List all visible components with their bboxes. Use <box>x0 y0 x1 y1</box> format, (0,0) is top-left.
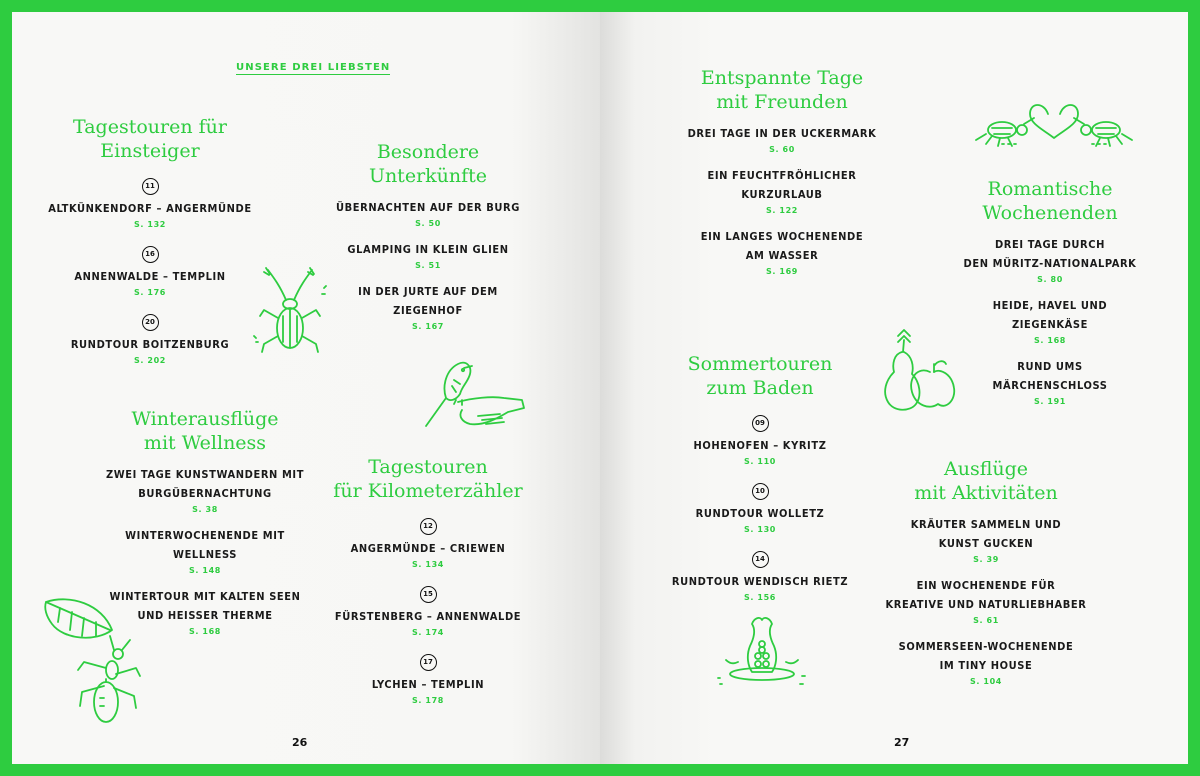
page-reference: S. 156 <box>744 593 776 602</box>
tour-entry <box>650 410 870 469</box>
tour-title-line: UND HEISSER THERME <box>137 609 273 622</box>
tour-entry <box>940 357 1160 409</box>
tour-title <box>650 436 870 455</box>
bird-on-hand-icon <box>412 356 532 436</box>
tour-title-line: ZIEGENHOF <box>393 304 463 317</box>
section-romantisch <box>940 177 1160 418</box>
page-reference: S. 168 <box>189 627 221 636</box>
tour-title-line: EIN LANGES WOCHENENDE <box>700 230 864 243</box>
tour-title <box>650 572 870 591</box>
tour-entry <box>940 296 1160 348</box>
page-reference: S. 169 <box>766 267 798 276</box>
tour-title-line: WINTERWOCHENENDE MIT <box>125 529 285 542</box>
mermaid-tail-icon <box>712 616 812 686</box>
page-number-right: 27 <box>894 736 910 749</box>
tour-title-line: RUNDTOUR WENDISCH RIETZ <box>671 575 849 588</box>
page-reference: S. 148 <box>189 566 221 575</box>
ant-with-leaf-icon <box>40 596 150 726</box>
tour-entry <box>308 649 548 708</box>
tour-title-line: RUND UMS <box>1017 360 1083 373</box>
tour-title-line: RUNDTOUR BOITZENBURG <box>70 338 230 351</box>
beetle-icon <box>250 266 330 366</box>
kicker-label: UNSERE DREI LIEBSTEN <box>236 62 391 73</box>
tour-title-line: KREATIVE UND NATURLIEBHABER <box>885 598 1087 611</box>
tour-title-line: FÜRSTENBERG – ANNENWALDE <box>334 610 522 623</box>
section-heading-line: mit Wellness <box>143 432 267 454</box>
page-reference: S. 178 <box>412 696 444 705</box>
tour-number-badge: 20 <box>142 314 159 331</box>
tour-title-line: DEN MÜRITZ-NATIONALPARK <box>963 257 1137 270</box>
tour-title <box>873 576 1099 614</box>
page-reference: S. 122 <box>766 206 798 215</box>
section-heading-line: Einsteiger <box>100 140 200 162</box>
tour-title-line: EIN FEUCHTFRÖHLICHER <box>707 169 857 182</box>
section-heading-line: Sommertouren <box>687 353 833 375</box>
tour-entry <box>650 478 870 537</box>
tour-entry <box>308 581 548 640</box>
page-reference: S. 39 <box>973 555 999 564</box>
page-reference: S. 191 <box>1034 397 1066 406</box>
tour-title <box>318 282 538 320</box>
section-heading <box>940 177 1160 225</box>
tour-title <box>672 124 892 143</box>
tour-title <box>672 166 892 204</box>
section-heading <box>40 115 260 163</box>
tour-title-line: ALTKÜNKENDORF – ANGERMÜNDE <box>48 202 252 215</box>
section-freunde <box>672 66 892 288</box>
tour-entry <box>650 546 870 605</box>
page-reference: S. 202 <box>134 356 166 365</box>
tour-number-badge: 09 <box>752 415 769 432</box>
tour-number-badge: 14 <box>752 551 769 568</box>
section-einsteiger <box>40 115 260 377</box>
section-heading-line: Ausflüge <box>943 458 1029 480</box>
tour-title <box>308 539 548 558</box>
section-heading-line: Tagestouren für <box>73 116 227 138</box>
tour-title-line: IN DER JURTE AUF DEM <box>358 285 498 298</box>
section-heading <box>650 352 870 400</box>
tour-title-line: MÄRCHENSCHLOSS <box>992 379 1108 392</box>
tour-entry <box>940 235 1160 287</box>
tour-title-line: ZWEI TAGE KUNSTWANDERN MIT <box>105 468 305 481</box>
tour-title <box>318 240 538 259</box>
tour-title-line: ZIEGENKÄSE <box>1011 318 1088 331</box>
tour-entry <box>318 198 538 231</box>
page-reference: S. 60 <box>769 145 795 154</box>
tour-title <box>85 526 325 564</box>
section-unterkuenfte <box>318 140 538 343</box>
page-reference: S. 50 <box>415 219 441 228</box>
tour-entry <box>672 227 892 279</box>
tour-entry <box>40 309 260 368</box>
tour-title-line: KUNST GUCKEN <box>938 537 1034 550</box>
tour-title-line: ÜBERNACHTEN AUF DER BURG <box>335 201 520 214</box>
tour-title-line: DREI TAGE IN DER UCKERMARK <box>687 127 877 140</box>
tour-title-line: WINTERTOUR MIT KALTEN SEEN <box>109 590 301 603</box>
page-reference: S. 80 <box>1037 275 1063 284</box>
page-reference: S. 104 <box>970 677 1002 686</box>
section-heading <box>672 66 892 114</box>
tour-title-line: KURZURLAUB <box>741 188 823 201</box>
section-heading-line: mit Aktivitäten <box>914 482 1058 504</box>
page-reference: S. 130 <box>744 525 776 534</box>
tour-entry <box>85 526 325 578</box>
tour-title-line: HOHENOFEN – KYRITZ <box>693 439 827 452</box>
section-heading-line: Besondere <box>376 141 480 163</box>
tour-title-line: AM WASSER <box>745 249 819 262</box>
tour-title-line: KRÄUTER SAMMELN UND <box>910 518 1062 531</box>
page-reference: S. 167 <box>412 322 444 331</box>
tour-title <box>672 227 892 265</box>
section-heading-line: Unterkünfte <box>368 165 488 187</box>
tour-title-line: WELLNESS <box>173 548 237 561</box>
tour-title-line: DREI TAGE DURCH <box>994 238 1106 251</box>
tour-title-line: EIN WOCHENENDE FÜR <box>916 579 1056 592</box>
tour-title-line: LYCHEN – TEMPLIN <box>371 678 485 691</box>
tour-title <box>650 504 870 523</box>
tour-title <box>940 357 1160 395</box>
page-reference: S. 132 <box>134 220 166 229</box>
section-heading-line: Wochenenden <box>982 202 1118 224</box>
tour-entry <box>873 576 1099 628</box>
tour-title <box>940 235 1160 273</box>
tour-title <box>40 335 260 354</box>
kissing-ants-heart-icon <box>972 100 1152 150</box>
page-reference: S. 134 <box>412 560 444 569</box>
section-heading-line: für Kilometerzähler <box>333 480 523 502</box>
section-heading <box>318 140 538 188</box>
page-reference: S. 38 <box>192 505 218 514</box>
tour-entry <box>873 515 1099 567</box>
section-heading-line: Winterausflüge <box>131 408 279 430</box>
tour-title-line: GLAMPING IN KLEIN GLIEN <box>347 243 509 256</box>
tour-entry <box>40 241 260 300</box>
tour-entry <box>873 637 1099 689</box>
tour-title <box>318 198 538 217</box>
tour-entry <box>672 124 892 157</box>
tour-number-badge: 17 <box>420 654 437 671</box>
tour-title <box>85 465 325 503</box>
page-reference: S. 110 <box>744 457 776 466</box>
tour-entry <box>40 173 260 232</box>
section-heading-line: zum Baden <box>706 377 814 399</box>
tour-entry <box>85 465 325 517</box>
tour-title <box>308 675 548 694</box>
tour-title-line: IM TINY HOUSE <box>939 659 1033 672</box>
page-reference: S. 51 <box>415 261 441 270</box>
section-heading-line: Romantische <box>987 178 1113 200</box>
tour-title <box>940 296 1160 334</box>
section-kilometer <box>308 455 548 717</box>
tour-entry <box>672 166 892 218</box>
section-heading-line: Entspannte Tage <box>700 67 864 89</box>
page-reference: S. 61 <box>973 616 999 625</box>
tour-number-badge: 12 <box>420 518 437 535</box>
section-heading-line: mit Freunden <box>716 91 848 113</box>
tour-number-badge: 15 <box>420 586 437 603</box>
tour-title-line: SOMMERSEEN-WOCHENENDE <box>898 640 1074 653</box>
pear-and-apple-icon <box>876 326 956 412</box>
page-reference: S. 176 <box>134 288 166 297</box>
tour-title <box>40 199 260 218</box>
tour-title-line: HEIDE, HAVEL UND <box>992 299 1108 312</box>
tour-title-line: ANGERMÜNDE – CRIEWEN <box>350 542 506 555</box>
section-heading <box>85 407 325 455</box>
page-number-left: 26 <box>292 736 308 749</box>
tour-title-line: BURGÜBERNACHTUNG <box>138 487 272 500</box>
section-heading <box>873 457 1099 505</box>
section-heading <box>308 455 548 503</box>
tour-number-badge: 10 <box>752 483 769 500</box>
page-reference: S. 174 <box>412 628 444 637</box>
tour-title <box>873 515 1099 553</box>
tour-number-badge: 16 <box>142 246 159 263</box>
tour-title <box>308 607 548 626</box>
tour-title-line: ANNENWALDE – TEMPLIN <box>74 270 226 283</box>
tour-number-badge: 11 <box>142 178 159 195</box>
page-reference: S. 168 <box>1034 336 1066 345</box>
tour-title-line: RUNDTOUR WOLLETZ <box>695 507 825 520</box>
tour-entry <box>318 282 538 334</box>
tour-entry <box>318 240 538 273</box>
section-baden <box>650 352 870 614</box>
tour-title <box>873 637 1099 675</box>
tour-title <box>40 267 260 286</box>
section-aktivitaeten <box>873 457 1099 698</box>
tour-entry <box>308 513 548 572</box>
section-heading-line: Tagestouren <box>368 456 488 478</box>
